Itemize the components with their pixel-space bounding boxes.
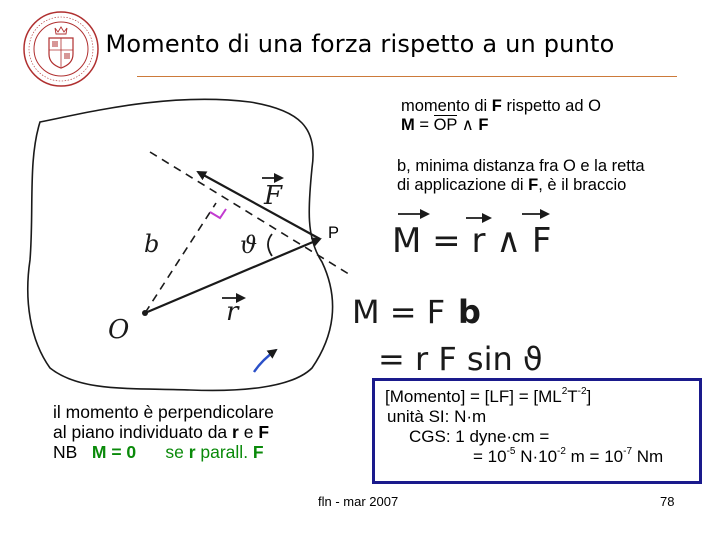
vector-f: [198, 172, 320, 239]
svg-text:b: b: [144, 230, 160, 258]
dimension-line: [Momento] = $[LF] = [ML^2T^{-2}]$: [385, 386, 592, 406]
svg-text:O: O: [108, 315, 130, 345]
svg-text:b: b: [458, 293, 481, 331]
page-title: Momento di una forza rispetto a un punto: [105, 30, 615, 58]
page-number: 78: [660, 494, 675, 509]
cgs-unit-line: CGS: 1 dyne·cm =: [409, 427, 550, 446]
right-angle-mark: [210, 209, 226, 218]
rotation-arrow: [254, 350, 276, 372]
svg-text:M = r ∧ F: M = r ∧ F: [392, 221, 552, 261]
svg-text:M = F: M = F: [352, 293, 446, 331]
si-unit-line: unità SI: N·m: [387, 407, 487, 426]
footer-course: fln - mar 2007: [318, 494, 399, 509]
momento-definition: momento di F rispetto ad O M = OP ∧ F: [401, 97, 601, 134]
units-box: [372, 378, 702, 484]
svg-text:r: r: [226, 297, 239, 327]
conversion-line: = $10^{-5}$ $N\cdot 10^{-2}$ $m = 10^{-7}$ Nm: [473, 446, 664, 466]
lever-arm-b: [145, 203, 216, 313]
point-p-label: P: [328, 224, 340, 242]
perpendicular-note: il momento è perpendicolare al piano individuato da r e F NB M = 0 se r parall. F: [53, 402, 274, 462]
svg-text:ϑ: ϑ: [240, 231, 258, 259]
svg-text:F: F: [264, 181, 283, 211]
braccio-definition: b, minima distanza fra O e la retta di applicazione di F, è il braccio: [397, 157, 645, 194]
svg-text:= r F sin ϑ: = r F sin ϑ: [378, 340, 543, 378]
point-o: [142, 310, 148, 316]
body-outline: [28, 99, 333, 390]
